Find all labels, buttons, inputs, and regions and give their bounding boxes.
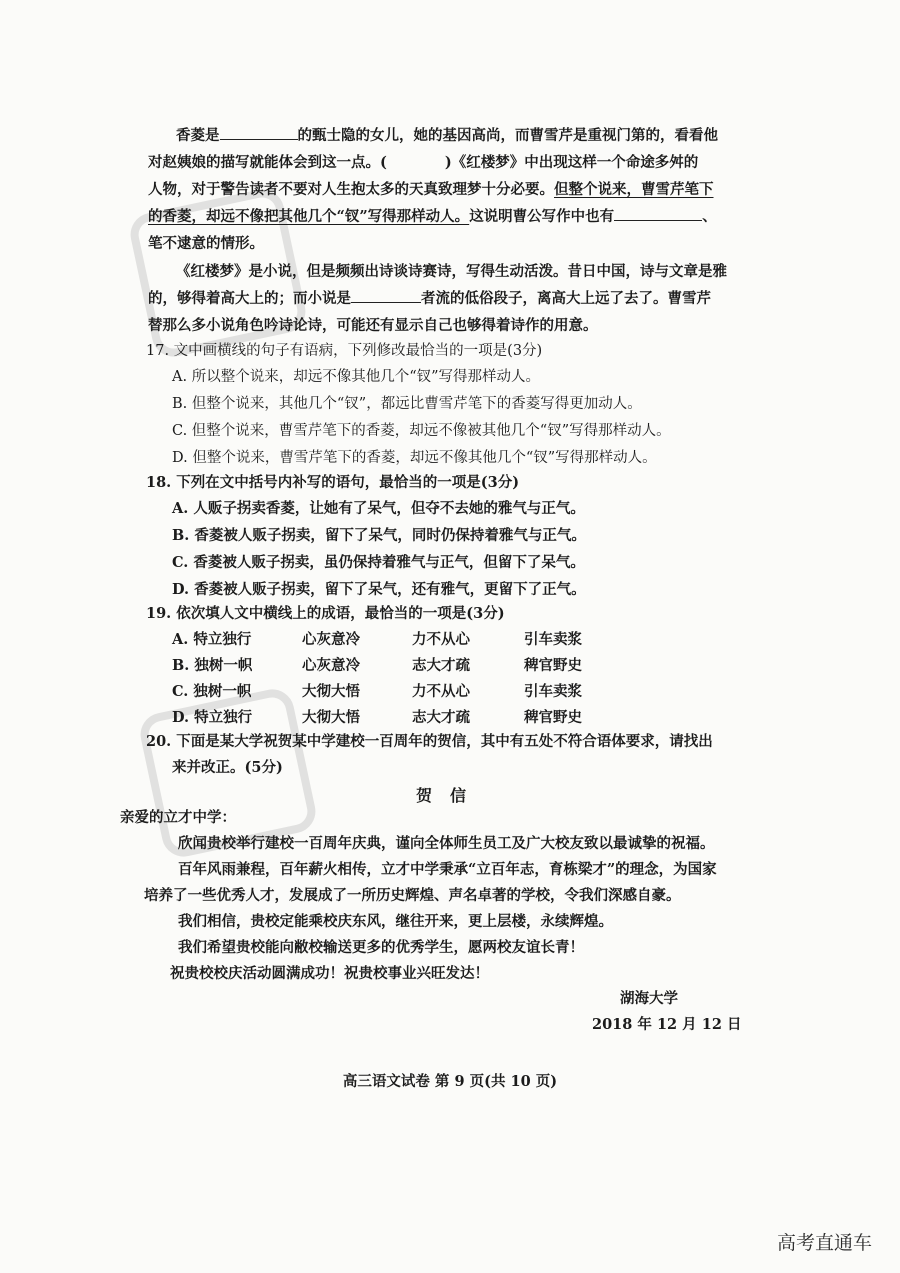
question-20-stem: 来并改正。(5分) bbox=[172, 759, 283, 776]
passage-line bbox=[148, 180, 714, 200]
passage-line bbox=[148, 289, 711, 309]
passage-text: 者流的低俗段子，离高大上远了去了。曹雪芹 bbox=[421, 290, 711, 307]
passage-text: 的甄士隐的女儿，她的基因高尚，而曹雪芹是重视门第的，看看他 bbox=[297, 127, 718, 144]
page-footer: 高三语文试卷 第 9 页(共 10 页) bbox=[342, 1073, 558, 1090]
corner-logo: 高考直通车 bbox=[776, 1232, 872, 1254]
q19-option-a-word3: 力不从心 bbox=[412, 631, 470, 648]
question-18-option-b[interactable]: B. 香菱被人贩子拐卖，留下了呆气，同时仍保持着雅气与正气。 bbox=[172, 527, 586, 544]
q19-option-d-word4: 稗官野史 bbox=[524, 709, 582, 726]
question-20-stem: 20. 下面是某大学祝贺某中学建校一百周年的贺信，其中有五处不符合语体要求，请找出 bbox=[146, 733, 713, 750]
blank-line bbox=[220, 127, 298, 140]
passage-text: 的，够得着高大上的；而小说是 bbox=[148, 290, 351, 307]
passage-line: 对赵姨娘的描写就能体会到这一点。( )《红楼梦》中出现这样一个命途多舛的 bbox=[148, 154, 699, 171]
underlined-sentence: 但整个说来，曹雪芹笔下 bbox=[554, 181, 714, 198]
q19-option-c-word1[interactable]: C. 独树一帜 bbox=[172, 683, 252, 700]
passage-line: 《红楼梦》是小说，但是频频出诗谈诗赛诗，写得生动活泼。昔日中国，诗与文章是雅 bbox=[176, 263, 727, 280]
q19-option-a-word1[interactable]: A. 特立独行 bbox=[172, 631, 252, 648]
blank-line bbox=[614, 208, 702, 221]
q19-option-a-word2: 心灰意冷 bbox=[302, 631, 360, 648]
q19-option-a-word4: 引车卖浆 bbox=[524, 631, 582, 648]
question-18-option-c[interactable]: C. 香菱被人贩子拐卖，虽仍保持着雅气与正气，但留下了呆气。 bbox=[172, 554, 585, 571]
q19-option-b-word3: 志大才疏 bbox=[412, 657, 470, 674]
blank-line bbox=[351, 290, 421, 303]
letter-date: 2018 年 12 月 12 日 bbox=[592, 1016, 742, 1033]
q19-option-c-word3: 力不从心 bbox=[412, 683, 470, 700]
q19-option-b-word4: 稗官野史 bbox=[524, 657, 582, 674]
question-18-stem: 18. 下列在文中括号内补写的语句，最恰当的一项是(3分) bbox=[146, 474, 520, 491]
letter-line: 祝贵校校庆活动圆满成功！祝贵校事业兴旺发达！ bbox=[170, 965, 489, 982]
question-17-option-a[interactable]: A. 所以整个说来，却远不像其他几个“钗”写得那样动人。 bbox=[172, 369, 541, 385]
passage-text: 香菱是 bbox=[176, 127, 220, 144]
question-17-option-d[interactable]: D. 但整个说来，曹雪芹笔下的香菱，却远不像其他几个“钗”写得那样动人。 bbox=[172, 450, 657, 466]
passage-text: 、 bbox=[702, 208, 717, 225]
passage-line bbox=[176, 126, 718, 146]
letter-line: 我们相信，贵校定能乘校庆东风，继往开来，更上层楼，永续辉煌。 bbox=[178, 913, 613, 930]
question-17-option-b[interactable]: B. 但整个说来，其他几个“钗”，都远比曹雪芹笔下的香菱写得更加动人。 bbox=[172, 396, 642, 412]
passage-line: 笔不逮意的情形。 bbox=[148, 235, 264, 252]
q19-option-b-word1[interactable]: B. 独树一帜 bbox=[172, 657, 253, 674]
q19-option-b-word2: 心灰意冷 bbox=[302, 657, 360, 674]
q19-option-c-word4: 引车卖浆 bbox=[524, 683, 582, 700]
passage-text: 这说明曹公写作中也有 bbox=[469, 208, 615, 225]
letter-line: 培养了一些优秀人才，发展成了一所历史辉煌、声名卓著的学校，令我们深感自豪。 bbox=[144, 887, 681, 904]
q19-option-d-word3: 志大才疏 bbox=[412, 709, 470, 726]
question-18-option-a[interactable]: A. 人贩子拐卖香菱，让她有了呆气，但夺不去她的雅气与正气。 bbox=[172, 500, 585, 517]
question-19-stem: 19. 依次填人文中横线上的成语，最恰当的一项是(3分) bbox=[146, 605, 505, 622]
passage-line bbox=[148, 207, 717, 227]
question-17-stem: 17. 文中画横线的句子有语病，下列修改最恰当的一项是(3分) bbox=[146, 343, 543, 359]
passage-text: 人物，对于警告读者不要对人生抱太多的天真致理梦十分必要。 bbox=[148, 181, 554, 198]
underlined-sentence: 的香菱，却远不像把其他几个“钗”写得那样动人。 bbox=[148, 208, 470, 225]
letter-line: 欣闻贵校举行建校一百周年庆典，谨向全体师生员工及广大校友致以最诚挚的祝福。 bbox=[178, 835, 715, 852]
question-18-option-d[interactable]: D. 香菱被人贩子拐卖，留下了呆气，还有雅气，更留下了正气。 bbox=[172, 581, 586, 598]
letter-title: 贺信 bbox=[415, 786, 484, 805]
q19-option-c-word2: 大彻大悟 bbox=[302, 683, 360, 700]
passage-line: 替那么多小说角色吟诗论诗，可能还有显示自己也够得着诗作的用意。 bbox=[148, 317, 598, 334]
letter-line: 百年风雨兼程，百年薪火相传，立才中学秉承“立百年志，育栋梁才”的理念，为国家 bbox=[178, 861, 717, 878]
letter-signature: 湖海大学 bbox=[620, 990, 678, 1007]
q19-option-d-word1[interactable]: D. 特立独行 bbox=[172, 709, 253, 726]
letter-salutation: 亲爱的立才中学： bbox=[120, 809, 236, 826]
letter-line: 我们希望贵校能向敝校输送更多的优秀学生，愿两校友谊长青！ bbox=[178, 939, 584, 956]
question-17-option-c[interactable]: C. 但整个说来，曹雪芹笔下的香菱，却远不像被其他几个“钗”写得那样动人。 bbox=[172, 423, 671, 439]
q19-option-d-word2: 大彻大悟 bbox=[302, 709, 360, 726]
